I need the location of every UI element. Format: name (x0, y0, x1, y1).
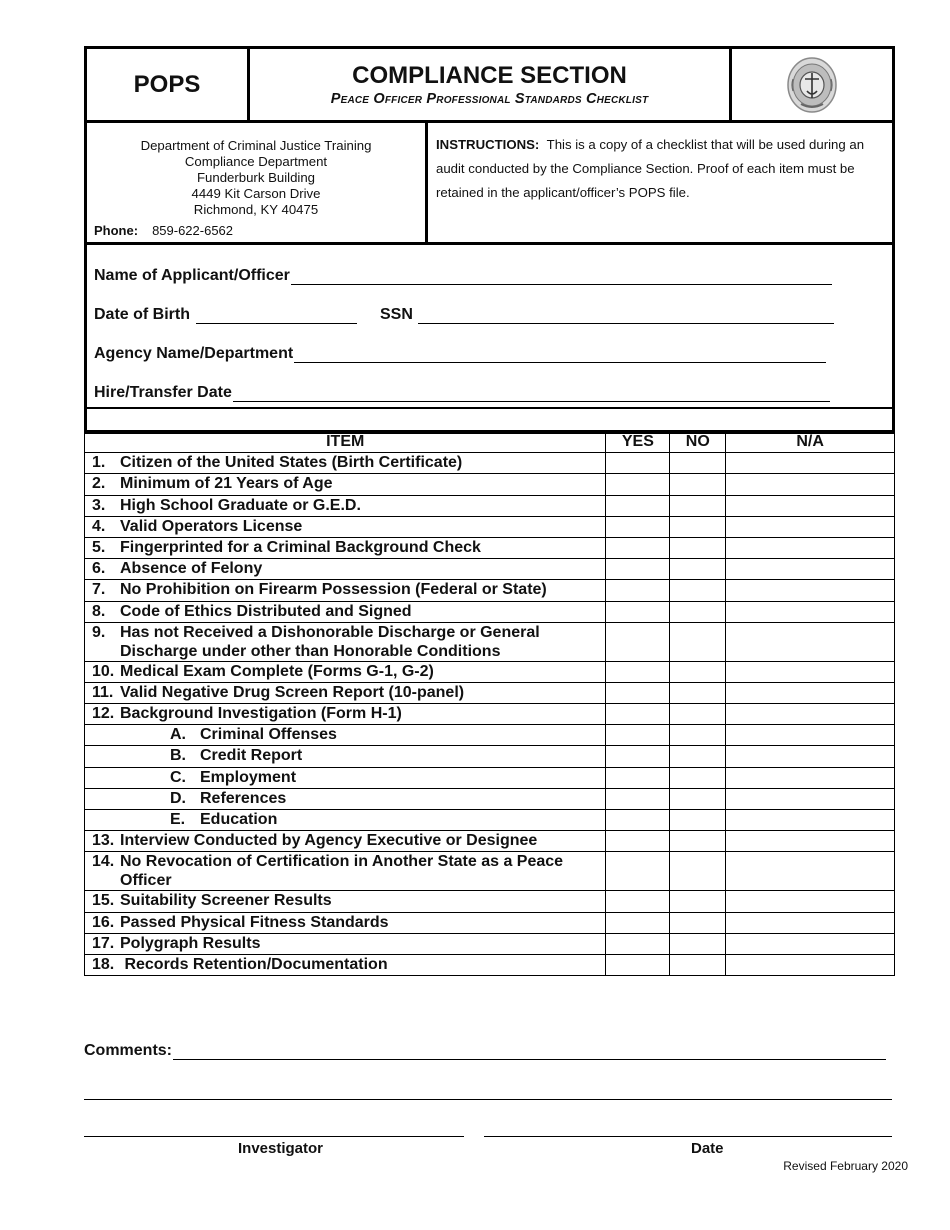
item-text: Absence of Felony (120, 560, 263, 578)
table-row (85, 831, 895, 852)
contact-line: Funderburk Building (196, 170, 316, 185)
checkbox-cell-yes[interactable] (606, 622, 670, 661)
contact-line: Compliance Department (184, 154, 328, 169)
item-content (92, 891, 605, 910)
item-cell (85, 516, 606, 537)
item-content (92, 538, 605, 557)
item-number: 17. (92, 934, 115, 952)
item-text: Credit Report (200, 747, 303, 765)
item-content (92, 810, 605, 829)
checkbox-cell-yes[interactable] (606, 516, 670, 537)
item-number: 18. (92, 955, 115, 973)
checkbox-cell-no[interactable] (670, 891, 726, 912)
agency-line[interactable] (294, 348, 826, 363)
checkbox-cell-yes[interactable] (606, 831, 670, 852)
item-text: Background Investigation (Form H-1) (120, 705, 402, 723)
item-text: Valid Operators License (120, 517, 303, 535)
instructions-text: This is a copy of a checklist that will be used during an audit conducted by the Compliance Section. Proof of each item must be retained in the applicant/officer’s POPS file. (436, 137, 865, 200)
table-row (85, 495, 895, 516)
item-content (92, 934, 605, 953)
item-cell (85, 767, 606, 788)
table-row (85, 622, 895, 661)
instructions-block (428, 123, 892, 242)
item-text: Polygraph Results (120, 934, 261, 952)
checkbox-cell-na[interactable] (726, 852, 895, 891)
table-row (85, 559, 895, 580)
dob-line[interactable] (196, 309, 357, 324)
checkbox-cell-na[interactable] (726, 661, 895, 682)
checkbox-cell-na[interactable] (726, 912, 895, 933)
title-block (250, 49, 732, 120)
item-cell (85, 474, 606, 495)
item-content (92, 746, 605, 765)
checkbox-cell-no[interactable] (670, 810, 726, 831)
table-row (85, 682, 895, 703)
checkbox-cell-na[interactable] (726, 831, 895, 852)
checkbox-cell-no[interactable] (670, 767, 726, 788)
hire-date-field[interactable] (94, 384, 830, 402)
table-row (85, 516, 895, 537)
checkbox-cell-yes[interactable] (606, 559, 670, 580)
checkbox-cell-na[interactable] (726, 682, 895, 703)
header-item: ITEM (85, 432, 606, 453)
checkbox-cell-no[interactable] (670, 682, 726, 703)
checkbox-cell-yes[interactable] (606, 933, 670, 954)
item-content (92, 496, 605, 515)
item-content (92, 852, 605, 890)
item-number: D. (170, 789, 186, 807)
hire-date-line[interactable] (233, 387, 830, 402)
item-cell (85, 495, 606, 516)
checkbox-cell-na[interactable] (726, 954, 895, 975)
contact-line: Richmond, KY 40475 (193, 202, 319, 217)
ssn-label: SSN (380, 306, 413, 323)
checkbox-cell-no[interactable] (670, 933, 726, 954)
info-row (87, 123, 892, 245)
item-number: 8. (92, 602, 106, 620)
item-content (92, 704, 605, 723)
item-text: Suitability Screener Results (120, 892, 332, 910)
item-text: Minimum of 21 Years of Age (120, 475, 333, 493)
item-cell (85, 725, 606, 746)
applicant-name-field[interactable] (94, 267, 832, 285)
item-text: No Revocation of Certification in Another State as a Peace Officer (120, 853, 568, 890)
item-cell (85, 682, 606, 703)
item-text: Employment (200, 768, 297, 786)
table-row (85, 891, 895, 912)
item-number: 4. (92, 517, 106, 535)
item-text: Medical Exam Complete (Forms G-1, G-2) (120, 662, 434, 680)
item-text: Passed Physical Fitness Standards (120, 913, 389, 931)
form-frame (84, 46, 895, 434)
table-row (85, 746, 895, 767)
comments-line[interactable] (173, 1045, 886, 1060)
phone-number: 859-622-6562 (152, 223, 234, 238)
item-text: Fingerprinted for a Criminal Background Check (120, 538, 481, 556)
checkbox-cell-yes[interactable] (606, 852, 670, 891)
item-content (92, 453, 605, 472)
checkbox-cell-no[interactable] (670, 453, 726, 474)
table-row (85, 852, 895, 891)
item-number: 10. (92, 662, 115, 680)
checkbox-cell-no[interactable] (670, 580, 726, 601)
table-row (85, 912, 895, 933)
item-text: Has not Received a Dishonorable Discharge or General Discharge under other than Honorable Conditions (120, 623, 545, 660)
checklist-body (85, 453, 895, 976)
checkbox-cell-no[interactable] (670, 704, 726, 725)
page-subtitle: Peace Officer Professional Standards Checklist (330, 91, 649, 107)
checkbox-cell-no[interactable] (670, 601, 726, 622)
header-yes: YES (606, 432, 670, 453)
contact-block (87, 123, 428, 242)
dob-field[interactable] (94, 306, 834, 324)
checkbox-cell-no[interactable] (670, 516, 726, 537)
checkbox-cell-yes[interactable] (606, 912, 670, 933)
item-number: 6. (92, 560, 106, 578)
table-row (85, 580, 895, 601)
checkbox-cell-yes[interactable] (606, 954, 670, 975)
investigator-label: Investigator (238, 1140, 324, 1157)
investigator-signature-line[interactable] (84, 1122, 464, 1137)
checkbox-cell-no[interactable] (670, 661, 726, 682)
item-cell (85, 704, 606, 725)
comments-line-2[interactable] (84, 1085, 892, 1100)
checkbox-cell-no[interactable] (670, 746, 726, 767)
checkbox-cell-yes[interactable] (606, 725, 670, 746)
checkbox-cell-no[interactable] (670, 622, 726, 661)
item-number: 11. (92, 683, 114, 701)
item-text: Records Retention/Documentation (120, 955, 388, 973)
item-number: 14. (92, 853, 115, 871)
checkbox-cell-na[interactable] (726, 453, 895, 474)
item-number: C. (170, 768, 186, 786)
item-text: Education (200, 811, 278, 828)
item-cell (85, 559, 606, 580)
item-cell (85, 453, 606, 474)
hire-date-label: Hire/Transfer Date (94, 384, 232, 401)
checkbox-cell-na[interactable] (726, 788, 895, 809)
checkbox-cell-no[interactable] (670, 725, 726, 746)
item-number: A. (170, 726, 186, 744)
spacer-row (87, 409, 892, 431)
instructions-label: INSTRUCTIONS: (436, 137, 540, 152)
item-cell (85, 831, 606, 852)
item-content (92, 559, 605, 578)
contact-line: 4449 Kit Carson Drive (191, 186, 321, 201)
item-cell (85, 601, 606, 622)
applicant-name-line[interactable] (291, 270, 832, 285)
item-cell (85, 580, 606, 601)
checkbox-cell-yes[interactable] (606, 580, 670, 601)
checkbox-cell-no[interactable] (670, 537, 726, 558)
revision-note: Revised February 2020 (783, 1159, 908, 1173)
checkbox-cell-no[interactable] (670, 912, 726, 933)
item-text: Valid Negative Drug Screen Report (10-panel) (120, 683, 465, 701)
checkbox-cell-yes[interactable] (606, 767, 670, 788)
checkbox-cell-na[interactable] (726, 474, 895, 495)
checkbox-cell-yes[interactable] (606, 601, 670, 622)
table-row (85, 453, 895, 474)
item-text: References (200, 789, 287, 807)
item-content (92, 831, 605, 850)
item-cell (85, 746, 606, 767)
item-content (92, 580, 605, 599)
checkbox-cell-na[interactable] (726, 580, 895, 601)
checkbox-cell-na[interactable] (726, 933, 895, 954)
checkbox-cell-yes[interactable] (606, 682, 670, 703)
dob-label: Date of Birth (94, 306, 190, 323)
item-content (92, 517, 605, 536)
table-row (85, 810, 895, 831)
item-number: 5. (92, 538, 106, 556)
item-number: 7. (92, 581, 106, 599)
item-content (92, 602, 605, 621)
checkbox-cell-yes[interactable] (606, 746, 670, 767)
item-content (92, 474, 605, 493)
item-content (92, 913, 605, 932)
item-number: E. (170, 811, 186, 828)
checkbox-cell-no[interactable] (670, 831, 726, 852)
dcjt-seal-icon (787, 57, 837, 113)
item-text: Citizen of the United States (Birth Certificate) (120, 454, 463, 472)
checkbox-cell-na[interactable] (726, 495, 895, 516)
checkbox-cell-na[interactable] (726, 622, 895, 661)
form-header (87, 49, 892, 123)
checkbox-cell-yes[interactable] (606, 788, 670, 809)
applicant-fields (87, 245, 892, 409)
table-row (85, 788, 895, 809)
checkbox-cell-na[interactable] (726, 725, 895, 746)
item-cell (85, 852, 606, 891)
checkbox-cell-yes[interactable] (606, 495, 670, 516)
ssn-line[interactable] (418, 309, 834, 324)
checkbox-cell-yes[interactable] (606, 474, 670, 495)
checklist-table (84, 431, 895, 976)
item-content (92, 683, 605, 702)
item-cell (85, 788, 606, 809)
item-number: 2. (92, 475, 106, 493)
header-na: N/A (726, 432, 895, 453)
table-row (85, 661, 895, 682)
item-content (92, 768, 605, 787)
item-content (92, 789, 605, 808)
agency-field[interactable] (94, 345, 826, 363)
checkbox-cell-na[interactable] (726, 601, 895, 622)
checkbox-cell-na[interactable] (726, 516, 895, 537)
item-cell (85, 810, 606, 831)
checkbox-cell-no[interactable] (670, 954, 726, 975)
agency-label: Agency Name/Department (94, 345, 294, 362)
seal-cell (732, 49, 892, 120)
item-content (92, 623, 605, 661)
item-content (92, 725, 605, 744)
checkbox-cell-yes[interactable] (606, 891, 670, 912)
checkbox-cell-na[interactable] (726, 704, 895, 725)
table-row (85, 704, 895, 725)
item-text: Code of Ethics Distributed and Signed (120, 602, 412, 620)
checkbox-cell-no[interactable] (670, 788, 726, 809)
table-row (85, 474, 895, 495)
table-row (85, 601, 895, 622)
item-cell (85, 537, 606, 558)
item-cell (85, 891, 606, 912)
item-number: 3. (92, 496, 106, 514)
checkbox-cell-yes[interactable] (606, 661, 670, 682)
checkbox-cell-no[interactable] (670, 852, 726, 891)
item-number: 13. (92, 832, 115, 850)
item-cell (85, 622, 606, 661)
checkbox-cell-na[interactable] (726, 891, 895, 912)
comments-field[interactable] (84, 1042, 886, 1060)
item-text: Interview Conducted by Agency Executive or Designee (120, 832, 538, 850)
item-number: 9. (92, 623, 106, 641)
table-row (85, 537, 895, 558)
item-text: No Prohibition on Firearm Possession (Federal or State) (120, 581, 547, 599)
comments-label: Comments: (84, 1042, 173, 1059)
page-title: COMPLIANCE SECTION (352, 62, 627, 89)
checkbox-cell-na[interactable] (726, 537, 895, 558)
item-number: 15. (92, 892, 115, 910)
form-code: POPS (87, 49, 250, 120)
item-number: 12. (92, 705, 115, 723)
table-row (85, 933, 895, 954)
item-number: B. (170, 747, 186, 765)
item-text: Criminal Offenses (200, 726, 337, 744)
item-cell (85, 933, 606, 954)
checkbox-cell-yes[interactable] (606, 810, 670, 831)
item-content (92, 955, 605, 974)
checkbox-cell-na[interactable] (726, 559, 895, 580)
item-text: High School Graduate or G.E.D. (120, 496, 361, 514)
phone-label: Phone: (94, 223, 139, 238)
checkbox-cell-no[interactable] (670, 495, 726, 516)
checkbox-cell-yes[interactable] (606, 537, 670, 558)
contact-line: Department of Criminal Justice Training (140, 138, 372, 153)
item-cell (85, 954, 606, 975)
phone-line (94, 223, 233, 239)
checkbox-cell-yes[interactable] (606, 453, 670, 474)
table-row (85, 725, 895, 746)
checkbox-cell-na[interactable] (726, 810, 895, 831)
item-content (92, 662, 605, 681)
item-cell (85, 912, 606, 933)
header-no: NO (670, 432, 726, 453)
checkbox-cell-no[interactable] (670, 474, 726, 495)
date-signature-line[interactable] (484, 1122, 892, 1137)
applicant-name-label: Name of Applicant/Officer (94, 267, 290, 284)
item-number: 16. (92, 913, 115, 931)
checkbox-cell-na[interactable] (726, 767, 895, 788)
date-label: Date (691, 1140, 724, 1157)
checkbox-cell-na[interactable] (726, 746, 895, 767)
checkbox-cell-yes[interactable] (606, 704, 670, 725)
table-row (85, 954, 895, 975)
item-cell (85, 661, 606, 682)
table-row (85, 767, 895, 788)
checkbox-cell-no[interactable] (670, 559, 726, 580)
item-number: 1. (92, 454, 106, 472)
